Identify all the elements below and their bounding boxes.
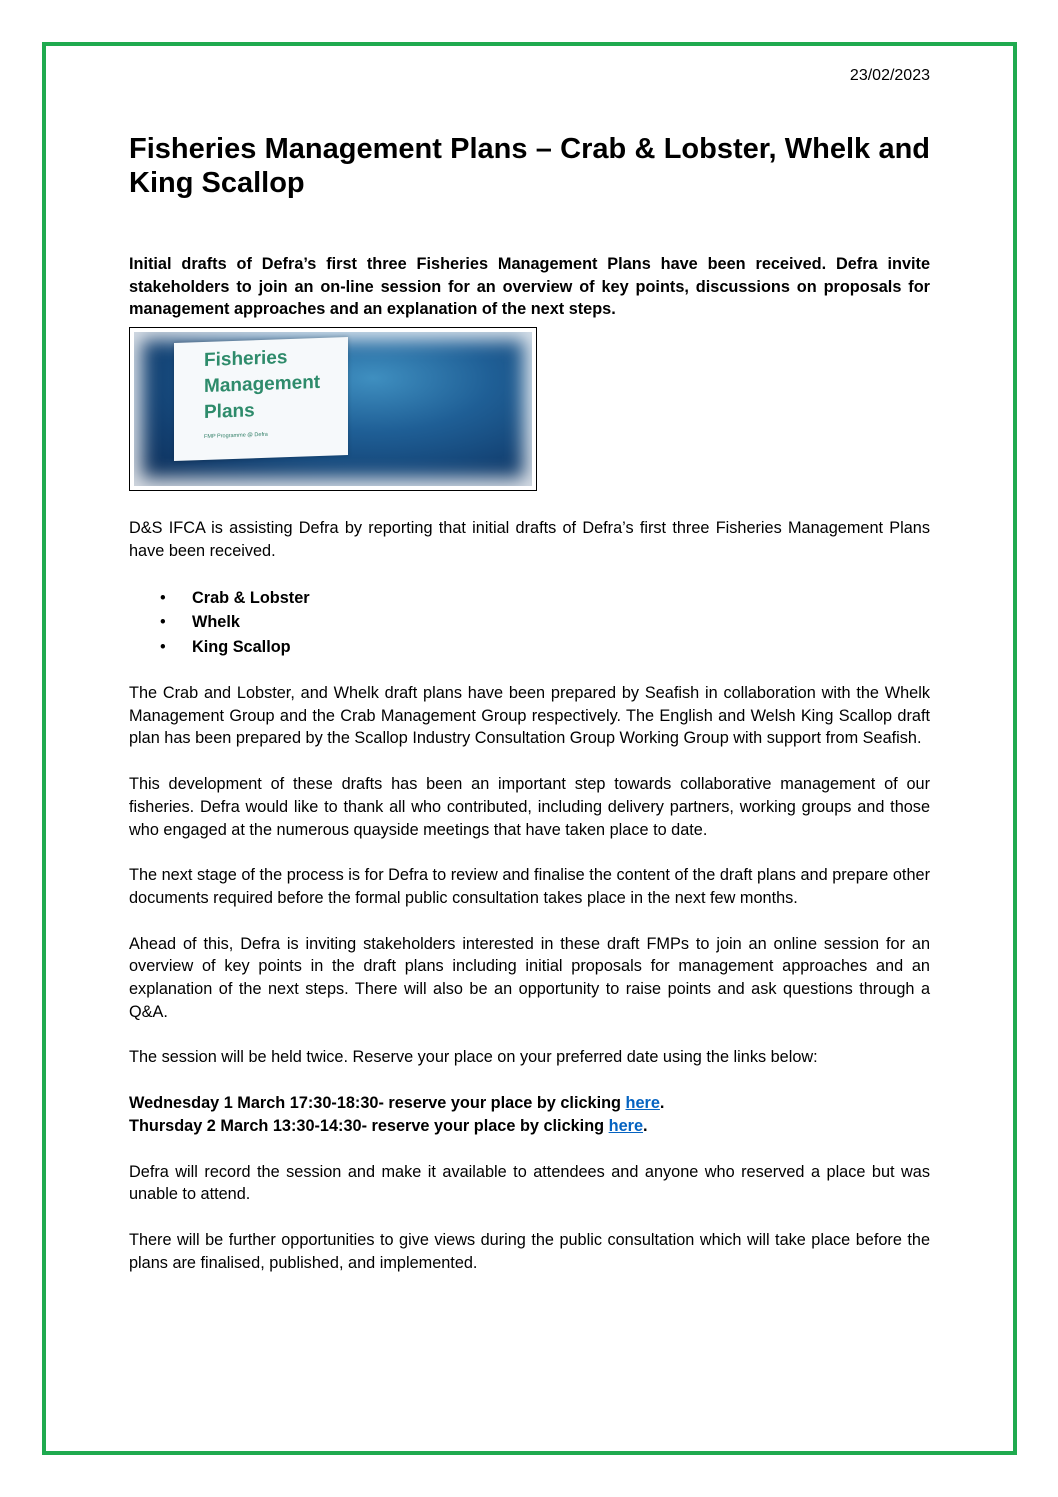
bullet-icon: • [160, 637, 166, 656]
list-item [129, 586, 930, 611]
list-item-label: King Scallop [192, 637, 291, 656]
plan-list [129, 586, 930, 660]
fisheries-management-plans-banner-image [129, 327, 537, 491]
session-text: Wednesday 1 March 17:30-18:30- reserve your place by clicking [129, 1094, 626, 1113]
banner-subtitle: FMP Programme @ Defra [204, 431, 268, 441]
paragraph-8: There will be further opportunities to give views during the public consultation which will take place before the plans are finalised, published, and implemented. [129, 1230, 930, 1272]
session-thursday [129, 1115, 930, 1138]
banner-title: Fisheries Management Plans [204, 347, 321, 424]
session-wednesday [129, 1092, 930, 1115]
bullet-icon: • [160, 613, 166, 632]
session-end: . [659, 1094, 665, 1113]
banner-card [174, 337, 348, 461]
intro-paragraph: Initial drafts of Defra’s first three Fisheries Management Plans have been received. Defra invite stakeholders to join an on-line session for an overview of key points, discussions on proposals for management approaches and an explanation of the next steps. [129, 255, 930, 319]
session-end: . [643, 1116, 648, 1135]
list-item [129, 635, 930, 660]
reserve-link-wednesday[interactable]: here [625, 1094, 660, 1113]
paragraph-7: Defra will record the session and make it available to attendees and anyone who reserved a place but was unable to attend. [129, 1162, 930, 1204]
paragraph-4: The next stage of the process is for Defra to review and finalise the content of the draft plans and prepare other documents required before the formal public consultation takes place in the next few months. [129, 866, 930, 907]
paragraph-5: Ahead of this, Defra is inviting stakeholders interested in these draft FMPs to join an online session for an overview of key points in the draft plans including initial proposals for management approaches and an explanation of the next steps. There will also be an opportunity to raise points and ask questions through a Q&A. [129, 934, 930, 1021]
list-item-label: Whelk [192, 613, 240, 632]
paragraph-1: D&S IFCA is assisting Defra by reporting that initial drafts of Defra’s first three Fisheries Management Plans have been received. [129, 519, 930, 560]
list-item-label: Crab & Lobster [192, 588, 310, 607]
list-item [129, 610, 930, 635]
bullet-icon: • [160, 588, 166, 607]
paragraph-6: The session will be held twice. Reserve your place on your preferred date using the links below: [129, 1048, 818, 1067]
paragraph-3: This development of these drafts has been an important step towards collaborative management of our fisheries. Defra would like to thank all who contributed, including delivery partners, working groups and those who engaged at the numerous quayside meetings that have taken place to date. [129, 775, 930, 839]
session-text: Thursday 2 March 13:30-14:30- reserve your place by clicking [129, 1116, 609, 1135]
paragraph-2: The Crab and Lobster, and Whelk draft plans have been prepared by Seafish in collaboration with the Whelk Management Group and the Crab Management Group respectively. The English and Welsh King Scallop draft plan has been prepared by the Scallop Industry Consultation Group Working Group with support from Seafish. [129, 684, 930, 748]
session-list [129, 1092, 930, 1137]
document-title: Fisheries Management Plans – Crab & Lobster, Whelk and King Scallop [129, 133, 930, 199]
document-content [129, 62, 930, 1274]
reserve-link-thursday[interactable]: here [608, 1116, 644, 1135]
document-date: 23/02/2023 [849, 67, 930, 84]
